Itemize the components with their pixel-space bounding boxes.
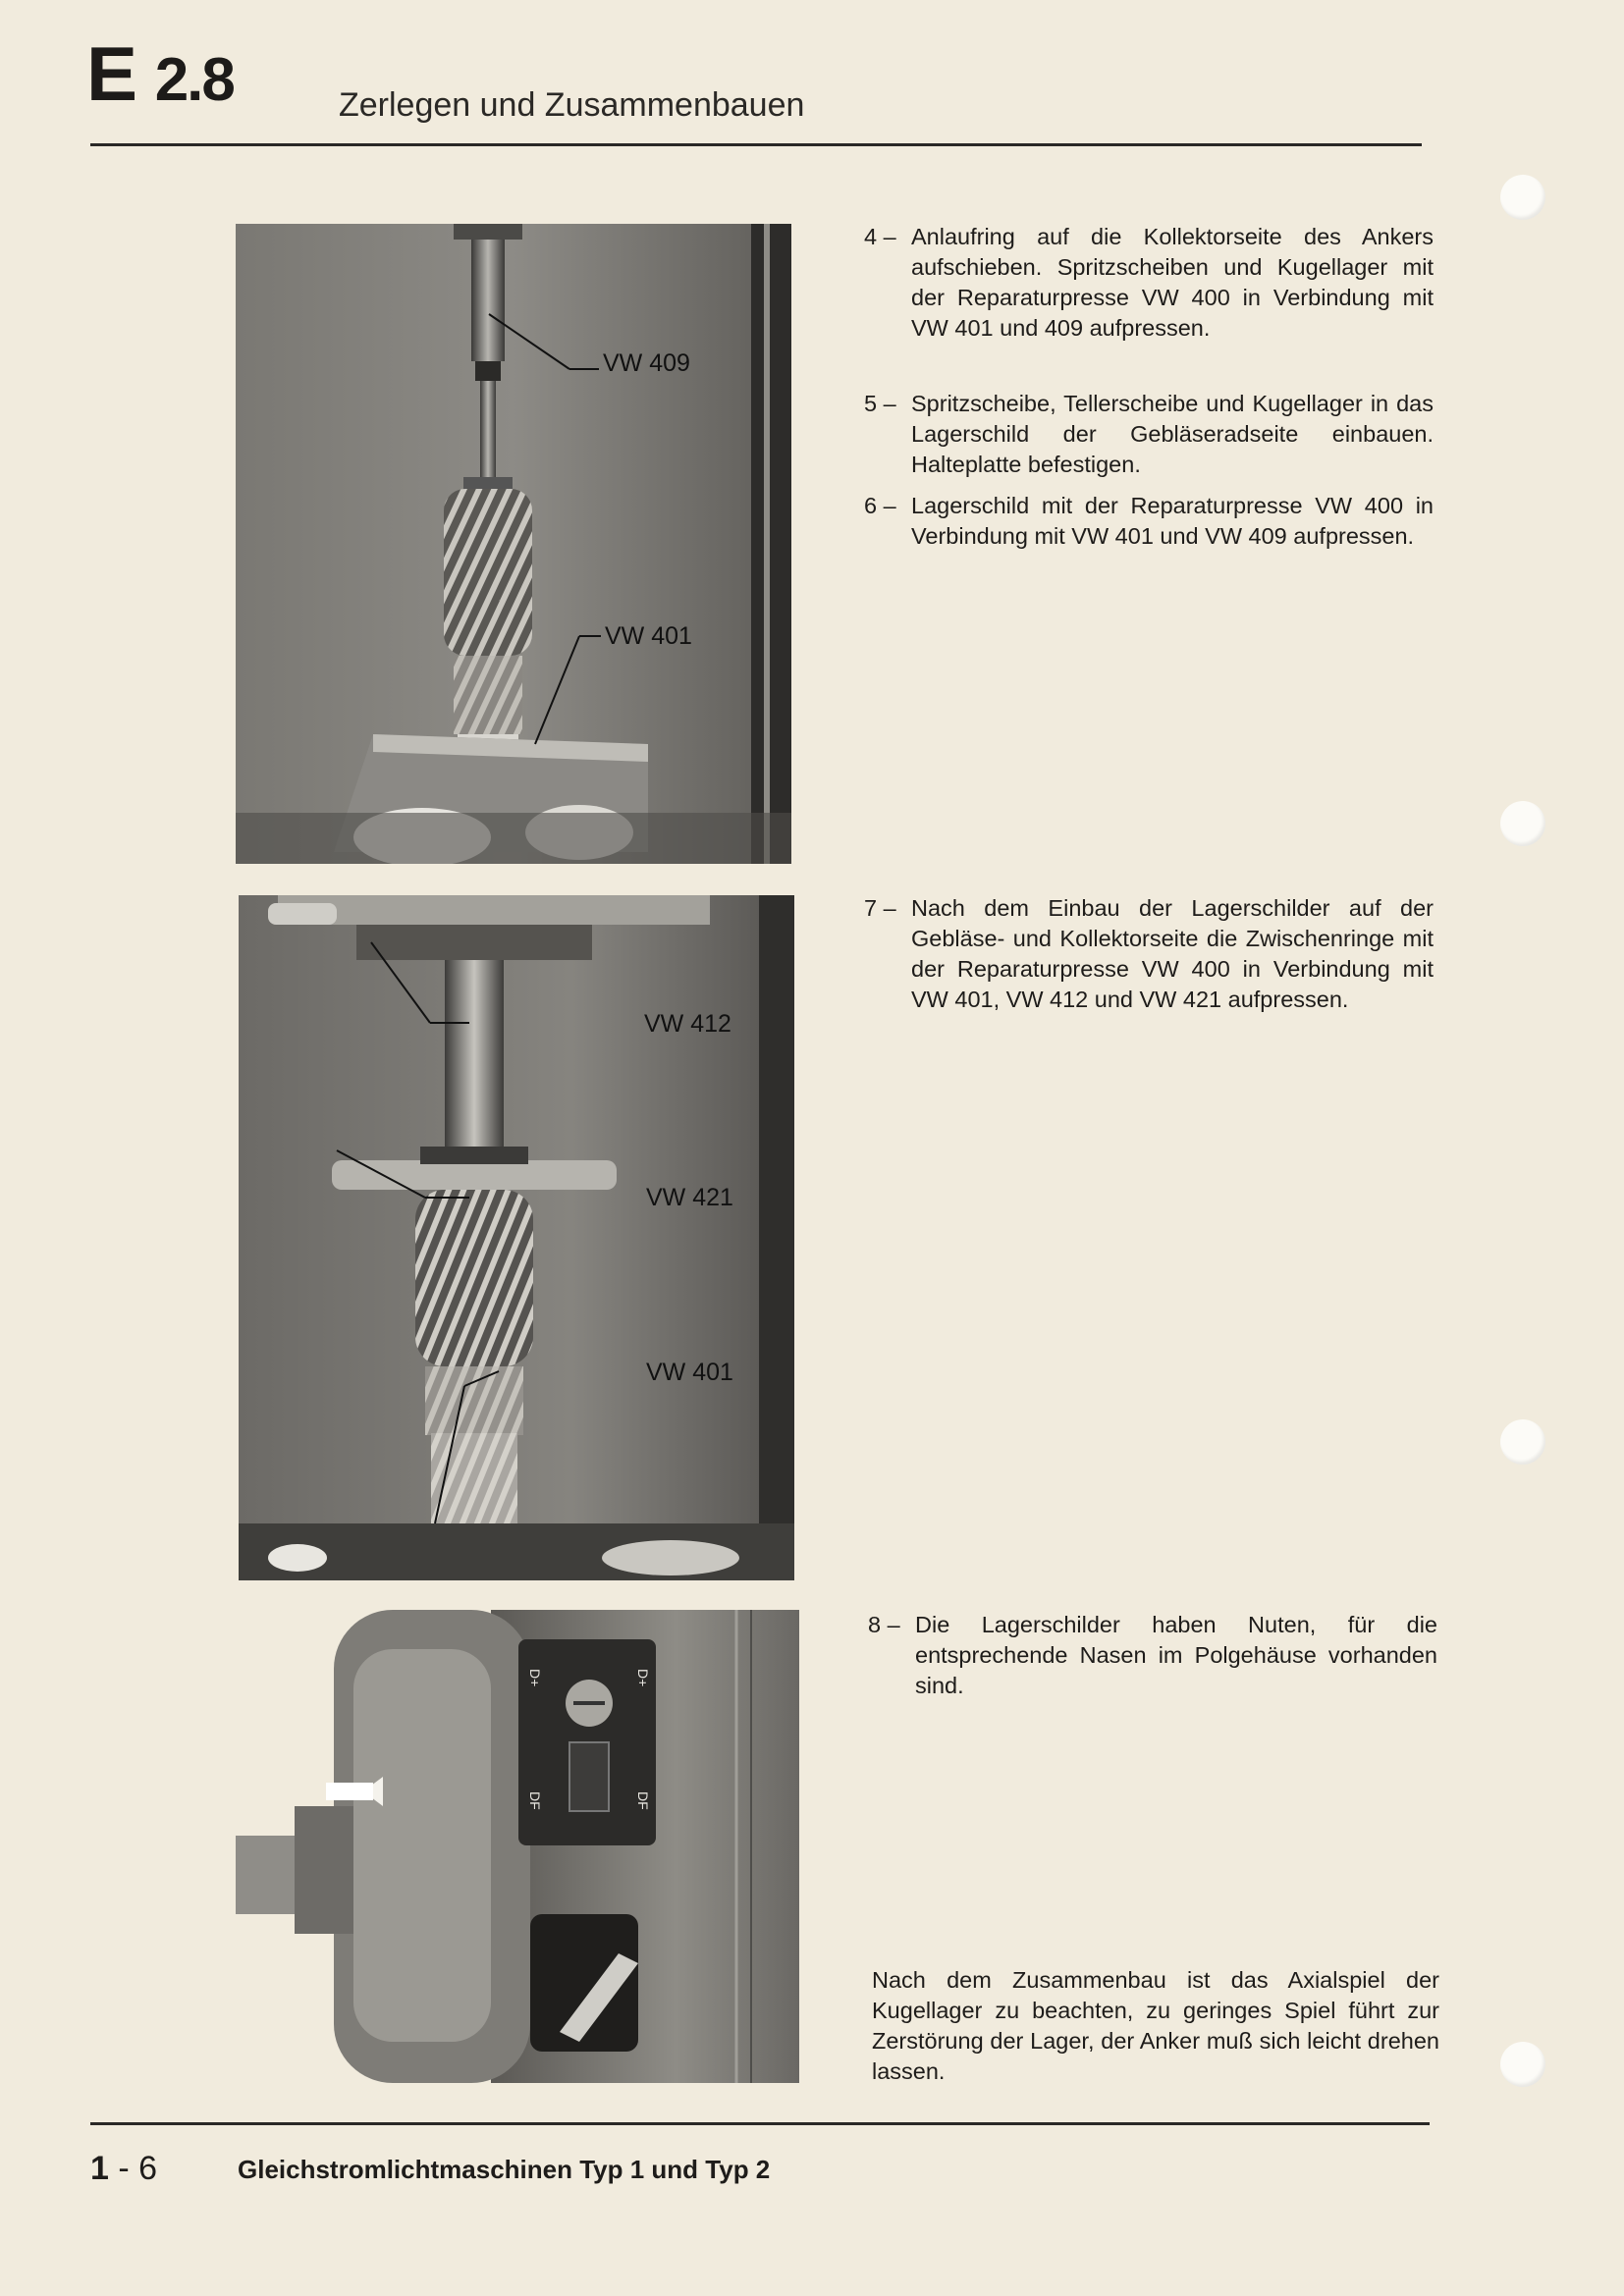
step-6 — [864, 491, 1434, 552]
section-number: 2.8 — [154, 46, 234, 114]
callout-vw409: VW 409 — [603, 349, 690, 377]
callout-vw412: VW 412 — [644, 1010, 731, 1038]
assembly-note: Nach dem Zusammenbau ist das Axialspiel der Kugellager zu beachten, zu geringes Spiel führt zur Zerstörung der Lager, der Anker muß sich leicht drehen lassen. — [872, 1967, 1439, 2084]
photo-armature-press-1 — [236, 224, 791, 864]
step-number: 7 – — [864, 895, 896, 921]
step-text: Nach dem Einbau der Lagerschilder auf der Gebläse- und Kollektorseite die Zwischenringe mit der Reparaturpresse VW 400 in Verbindung mit VW 401, VW 412 und VW 421 aufpressen. — [911, 895, 1434, 1012]
terminal-label: DF — [635, 1791, 651, 1810]
footer-rule — [90, 2122, 1430, 2125]
step-text: Die Lagerschilder haben Nuten, für die entsprechende Nasen im Polgehäuse vorhanden sind. — [915, 1612, 1437, 1698]
step-8 — [868, 1610, 1437, 1701]
page-title: Zerlegen und Zusammenbauen — [339, 86, 805, 124]
step-text: Anlaufring auf die Kollektorseite des Ankers aufschieben. Spritzscheiben und Kugellager mit der Reparaturpresse VW 400 in Verbindung mit VW 401 und 409 aufpressen. — [911, 224, 1434, 341]
photo-generator-end-shield — [236, 1610, 799, 2083]
photo-armature-press-2 — [239, 895, 794, 1580]
section-letter: E — [86, 30, 136, 117]
terminal-label: D+ — [527, 1669, 543, 1687]
callout-vw401: VW 401 — [605, 622, 692, 650]
footer-title: Gleichstromlichtmaschinen Typ 1 und Typ 2 — [238, 2155, 771, 2184]
punch-hole — [1500, 175, 1545, 220]
page-number-main: 1 — [90, 2150, 109, 2187]
section-code — [86, 30, 234, 117]
header-rule — [90, 143, 1422, 146]
punch-hole — [1500, 1419, 1545, 1465]
punch-hole — [1500, 2042, 1545, 2087]
terminal-label: D+ — [635, 1669, 651, 1687]
punch-hole — [1500, 801, 1545, 846]
callout-vw421: VW 421 — [646, 1184, 733, 1211]
step-text: Spritzscheibe, Tellerscheibe und Kugellager in das Lagerschild der Gebläseradseite einbauen. Halteplatte befestigen. — [911, 391, 1434, 477]
page-number-sub: 6 — [138, 2150, 158, 2187]
step-number: 8 – — [868, 1612, 900, 1637]
step-text: Lagerschild mit der Reparaturpresse VW 400 in Verbindung mit VW 401 und VW 409 aufpressen. — [911, 493, 1434, 549]
step-number: 5 – — [864, 391, 896, 416]
page-number — [90, 2150, 157, 2188]
step-7 — [864, 893, 1434, 1015]
step-5 — [864, 389, 1434, 480]
step-number: 4 – — [864, 224, 896, 249]
step-4 — [864, 222, 1434, 344]
step-number: 6 – — [864, 493, 896, 518]
callout-vw401: VW 401 — [646, 1359, 733, 1386]
page-number-sep: - — [118, 2150, 130, 2187]
terminal-label: DF — [527, 1791, 543, 1810]
